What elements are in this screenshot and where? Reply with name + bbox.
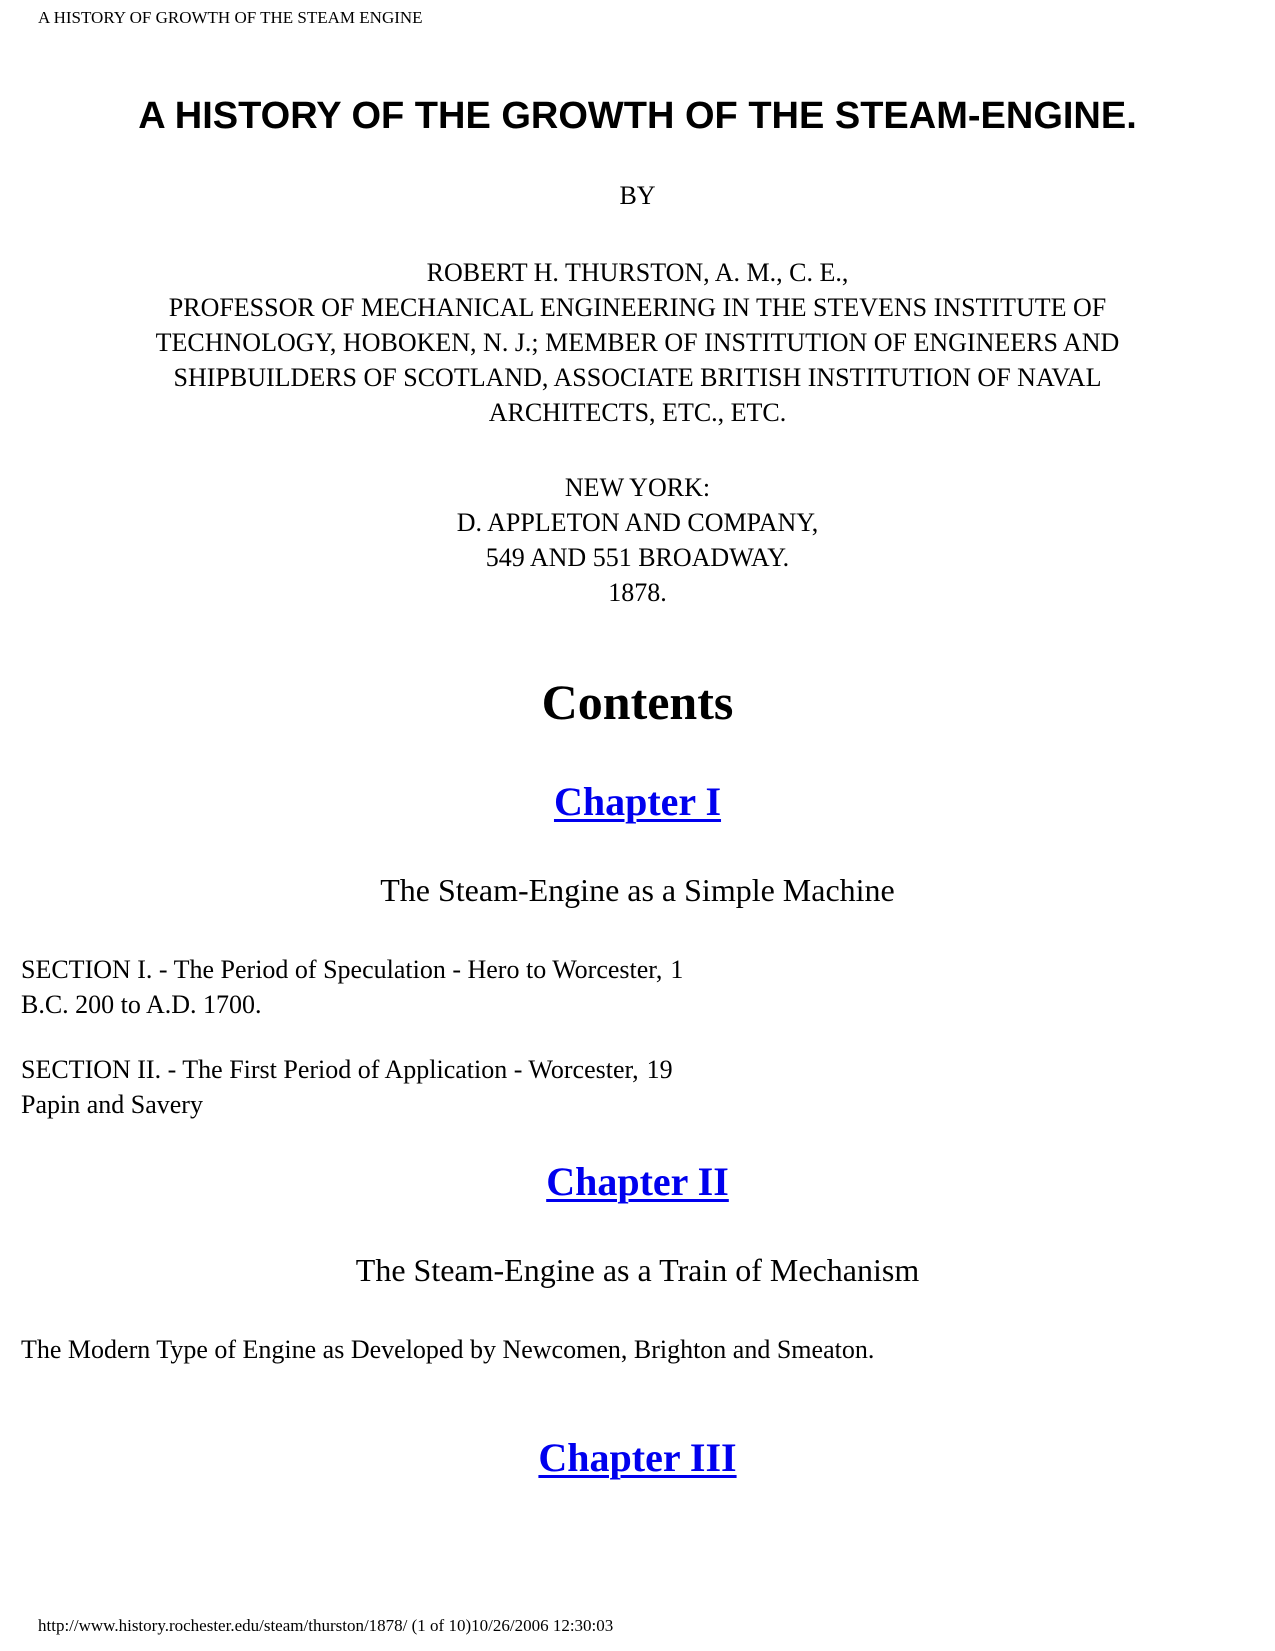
imprint-line: D. APPLETON AND COMPANY, <box>456 508 819 537</box>
imprint-line: NEW YORK: <box>564 473 711 502</box>
author-block <box>80 255 1195 430</box>
book-title: A HISTORY OF THE GROWTH OF THE STEAM-ENGINE. <box>138 95 1137 137</box>
chapter-1-heading <box>0 778 1275 826</box>
author-line: SHIPBUILDERS OF SCOTLAND, ASSOCIATE BRITISH INSTITUTION OF NAVAL <box>173 363 1102 392</box>
imprint-line: 1878. <box>608 578 667 607</box>
chapter-3-heading <box>0 1434 1275 1482</box>
author-line: ROBERT H. THURSTON, A. M., C. E., <box>426 258 849 287</box>
section-page-number: 1 <box>670 955 684 984</box>
page-footer-url: http://www.history.rochester.edu/steam/thurston/1878/ (1 of 10)10/26/2006 12:30:03 <box>38 1616 614 1635</box>
section-title-continued: Papin and Savery <box>21 1090 203 1119</box>
section-title: SECTION II. - The First Period of Application - Worcester, <box>21 1055 639 1084</box>
author-line: PROFESSOR OF MECHANICAL ENGINEERING IN THE STEVENS INSTITUTE OF <box>168 293 1107 322</box>
chapter-2-heading <box>0 1158 1275 1206</box>
chapter-3-link[interactable]: Chapter III <box>538 1435 737 1480</box>
author-line: TECHNOLOGY, HOBOKEN, N. J.; MEMBER OF INSTITUTION OF ENGINEERS AND <box>155 328 1120 357</box>
chapter-2-subtitle: The Steam-Engine as a Train of Mechanism <box>355 1252 920 1288</box>
imprint-line: 549 AND 551 BROADWAY. <box>485 543 790 572</box>
section-title-continued: B.C. 200 to A.D. 1700. <box>21 990 262 1019</box>
section-title: SECTION I. - The Period of Speculation - Hero to Worcester, <box>21 955 663 984</box>
by-line: BY <box>619 181 656 210</box>
contents-heading: Contents <box>541 674 734 730</box>
section-entry <box>21 1052 811 1122</box>
imprint-block <box>80 470 1195 610</box>
author-line: ARCHITECTS, ETC., ETC. <box>488 398 787 427</box>
section-entry <box>21 952 811 1022</box>
section-page-number: 19 <box>646 1055 673 1084</box>
chapter-2-summary: The Modern Type of Engine as Developed by Newcomen, Brighton and Smeaton. <box>21 1335 875 1364</box>
running-header: A HISTORY OF GROWTH OF THE STEAM ENGINE <box>38 8 423 27</box>
chapter-1-subtitle: The Steam-Engine as a Simple Machine <box>380 872 895 908</box>
chapter-1-link[interactable]: Chapter I <box>553 779 722 824</box>
chapter-2-link[interactable]: Chapter II <box>546 1159 729 1204</box>
